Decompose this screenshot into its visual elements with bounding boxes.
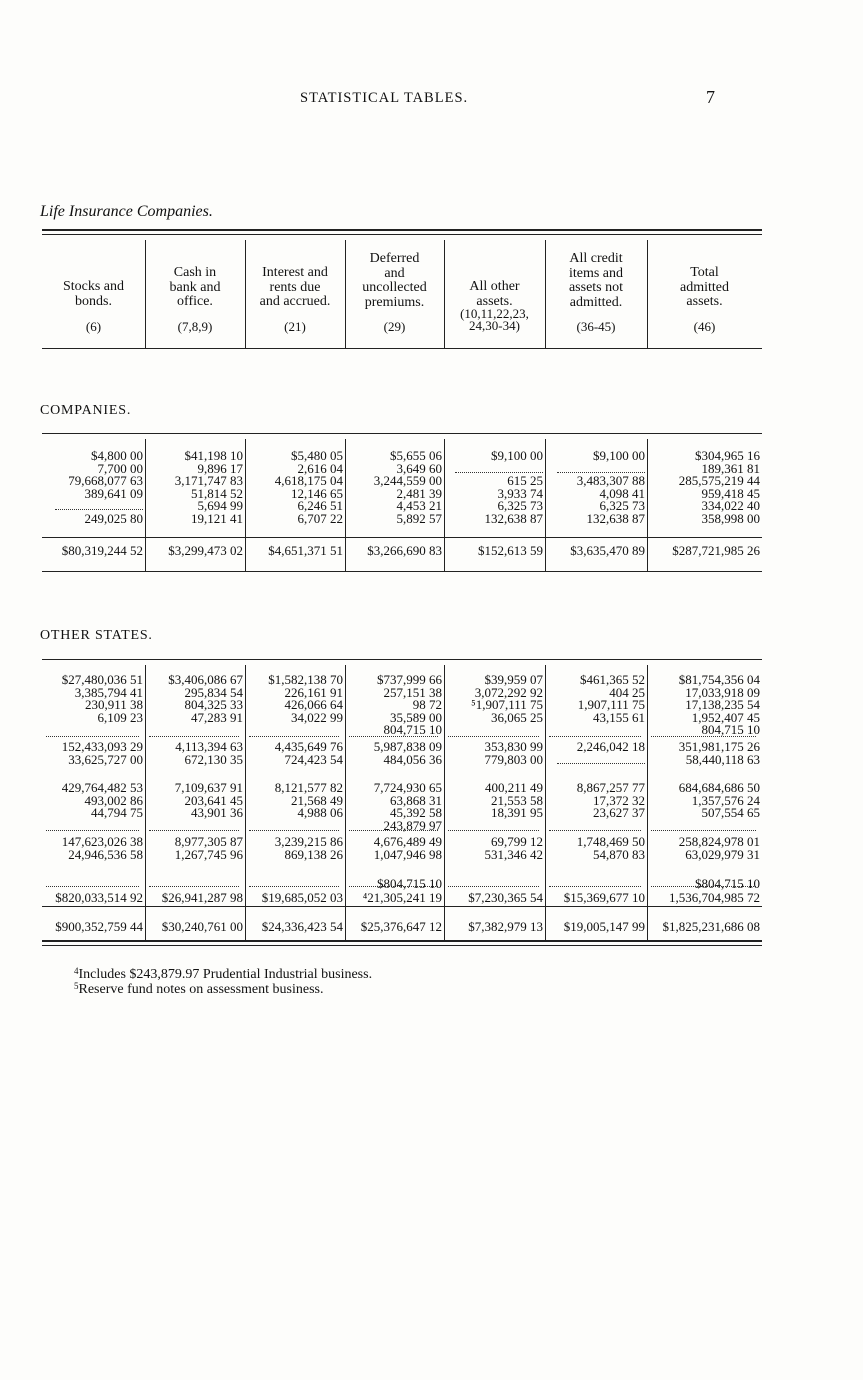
other-states-subtotal: $26,941,287 98	[161, 890, 243, 905]
table-cell: 334,022 40	[701, 498, 760, 514]
leader-dots	[46, 736, 139, 737]
table-cell: $41,198 10	[184, 448, 243, 463]
leader-dots	[349, 830, 438, 831]
table-cell: 17,138,235 54	[685, 697, 760, 713]
column-number: (6)	[85, 319, 102, 334]
other-bottom-rule-thin	[42, 945, 762, 946]
table-cell: 257,151 38	[383, 684, 442, 700]
data-column	[446, 836, 543, 861]
other-column-divider	[245, 665, 246, 940]
table-cell: 21,568 49	[291, 792, 343, 808]
data-column	[446, 741, 543, 766]
data-column	[247, 782, 343, 820]
table-cell: 152,433,093 29	[61, 739, 143, 754]
column-header-3	[245, 244, 345, 348]
table-cell: 1,952,407 45	[691, 709, 760, 725]
header-column-divider	[245, 240, 246, 348]
table-cell: 19,121 41	[191, 510, 243, 526]
companies-top-rule	[42, 433, 762, 434]
table-cell: 249,025 80	[84, 510, 143, 526]
table-cell: 243,879 97	[383, 817, 442, 833]
data-column	[347, 782, 442, 832]
data-column	[347, 450, 442, 526]
leader-dots	[448, 736, 539, 737]
data-column	[446, 450, 543, 526]
table-cell: 3,239,215 86	[274, 834, 343, 849]
table-cell: 45,392 58	[390, 805, 442, 821]
table-cell: 426,066 64	[284, 697, 343, 713]
grand-total: $1,825,231,686 08	[662, 919, 760, 934]
table-cell: 147,623,026 38	[61, 834, 143, 849]
column-label-line: rents due	[269, 279, 321, 295]
table-cell: 493,002 86	[84, 792, 143, 808]
column-label-line: Interest and	[262, 265, 328, 280]
table-cell: 5,892 57	[396, 510, 442, 526]
data-column	[547, 782, 645, 820]
table-cell: 132,638 87	[484, 510, 543, 526]
footnote-4: $^4$Includes $243,879.97 Prudential Industrial business.	[74, 966, 373, 982]
other-column-divider	[444, 665, 445, 940]
table-cell: 869,138 26	[284, 846, 343, 862]
table-cell: 4,676,489 49	[373, 834, 442, 849]
table-cell: 18,391 95	[491, 805, 543, 821]
table-cell: 672,130 35	[184, 751, 243, 767]
column-header-7	[647, 244, 762, 348]
data-column	[147, 674, 243, 724]
table-cell: 4,098 41	[599, 485, 645, 501]
subtotal-extra-deferred: $804,715 10	[377, 876, 442, 891]
data-column	[247, 836, 343, 861]
data-column	[649, 450, 760, 526]
page-number: 7	[706, 87, 715, 107]
table-subtitle: Life Insurance Companies.	[40, 203, 213, 220]
table-cell: 54,870 83	[593, 846, 645, 862]
table-cell: 43,155 61	[593, 709, 645, 725]
table-cell: 4,435,649 76	[274, 739, 343, 754]
table-cell: 43,901 36	[191, 805, 243, 821]
table-cell: 400,211 49	[484, 780, 543, 795]
data-column	[247, 741, 343, 766]
table-cell: $3,406,086 67	[168, 672, 243, 687]
column-label-line: uncollected	[362, 280, 427, 295]
leader-dots	[249, 736, 339, 737]
column-number: (7,8,9)	[177, 319, 213, 334]
column-label-line: Deferred	[369, 251, 420, 266]
grand-total: $7,382,979 13	[468, 919, 543, 934]
column-label-line: Cash in	[173, 265, 217, 280]
table-cell: 17,372 32	[593, 792, 645, 808]
table-cell: 3,385,794 41	[74, 684, 143, 700]
data-column	[247, 450, 343, 526]
data-column	[44, 674, 143, 724]
leader-dots	[549, 736, 641, 737]
table-cell: 4,988 06	[297, 805, 343, 821]
column-label-line: items and	[568, 265, 624, 281]
column-number: (10,11,22,23, 24,30-34)	[460, 306, 529, 333]
other-top-rule	[42, 659, 762, 660]
companies-total: $4,651,371 51	[268, 543, 343, 558]
companies-column-divider	[245, 439, 246, 571]
table-cell: 4,618,175 04	[274, 473, 343, 489]
table-cell: 36,065 25	[491, 709, 543, 725]
table-cell: 4,113,394 63	[175, 739, 243, 754]
table-cell: 7,724,930 65	[373, 780, 442, 795]
grand-total: $24,336,423 54	[261, 919, 343, 934]
table-cell: $737,999 66	[377, 672, 442, 687]
data-column	[347, 836, 442, 861]
table-cell: 6,246 51	[297, 498, 343, 514]
column-label-line: assets.	[476, 293, 513, 309]
companies-column-divider	[145, 439, 146, 571]
leader-dots	[651, 830, 756, 831]
table-cell: 33,625,727 00	[68, 751, 143, 767]
data-column	[44, 782, 143, 820]
column-number: (21)	[284, 319, 306, 334]
table-cell: 804,715 10	[701, 722, 760, 738]
table-cell: 5,987,838 09	[373, 739, 442, 754]
other-column-divider	[345, 665, 346, 940]
grand-total: $900,352,759 44	[55, 919, 143, 934]
companies-total: $80,319,244 52	[61, 543, 143, 558]
companies-column-divider	[647, 439, 648, 571]
column-header-5	[444, 244, 545, 348]
grand-total: $30,240,761 00	[161, 919, 243, 934]
table-cell: 21,553 58	[491, 792, 543, 808]
table-cell: 34,022 99	[291, 709, 343, 725]
table-cell: 6,325 73	[599, 498, 645, 514]
table-cell: 1,907,111 75	[577, 697, 645, 713]
other-states-subtotal: $7,230,365 54	[468, 890, 543, 905]
table-cell: 1,748,469 50	[576, 834, 645, 849]
other-states-subtotal: ⁴21,305,241 19	[362, 890, 442, 905]
table-cell: 35,589 00	[390, 709, 442, 725]
table-cell: ⁵1,907,111 75	[471, 697, 543, 713]
table-cell: 959,418 45	[701, 485, 760, 501]
companies-column-divider	[545, 439, 546, 571]
table-top-rule-thin	[42, 234, 762, 235]
table-cell: 9,896 17	[197, 460, 243, 476]
table-cell: 63,868 31	[390, 792, 442, 808]
table-cell: 615 25	[507, 473, 543, 489]
table-cell: 724,423 54	[284, 751, 343, 767]
table-cell: 4,453 21	[396, 498, 442, 514]
other-column-divider	[145, 665, 146, 940]
leader-dots	[249, 886, 339, 887]
table-cell: 8,977,305 87	[174, 834, 243, 849]
table-cell: $1,582,138 70	[268, 672, 343, 687]
table-cell: 295,834 54	[184, 684, 243, 700]
leader-dots	[249, 830, 339, 831]
data-column	[147, 836, 243, 861]
table-cell: 132,638 87	[586, 510, 645, 526]
companies-total: $3,635,470 89	[570, 543, 645, 558]
column-number: (36-45)	[576, 319, 616, 334]
table-cell: 507,554 65	[701, 805, 760, 821]
page-title: STATISTICAL TABLES.	[300, 90, 469, 106]
table-cell: 7,700 00	[97, 460, 143, 476]
data-column	[347, 674, 442, 737]
companies-column-divider	[345, 439, 346, 571]
table-cell: 429,764,482 53	[61, 780, 143, 795]
header-column-divider	[145, 240, 146, 348]
section-label-companies: COMPANIES.	[40, 403, 132, 418]
data-column	[247, 674, 343, 724]
leader-dots	[557, 464, 645, 473]
leader-dots	[46, 886, 139, 887]
table-cell: 58,440,118 63	[685, 751, 760, 767]
table-cell: $5,655 06	[390, 448, 442, 463]
table-cell: 226,161 91	[284, 684, 343, 700]
subtotal-extra-total: $804,715 10	[695, 876, 760, 891]
table-cell: 6,109 23	[97, 709, 143, 725]
table-cell: 3,483,307 88	[576, 473, 645, 489]
other-grand-rule	[42, 906, 762, 907]
data-column	[547, 741, 645, 766]
leader-dots	[549, 830, 641, 831]
leader-dots	[549, 886, 641, 887]
table-cell: $9,100 00	[491, 448, 543, 463]
table-cell: 2,616 04	[297, 460, 343, 476]
table-cell: 24,946,536 58	[68, 846, 143, 862]
leader-dots	[557, 755, 645, 764]
other-bottom-rule	[42, 940, 762, 942]
companies-total: $287,721,985 26	[672, 543, 760, 558]
table-cell: $27,480,036 51	[61, 672, 143, 687]
column-label-line: Stocks and	[62, 279, 125, 294]
table-cell: 684,684,686 50	[678, 780, 760, 795]
table-cell: 79,668,077 63	[68, 473, 143, 489]
leader-dots	[149, 830, 239, 831]
section-label-other-states: OTHER STATES.	[40, 628, 153, 643]
table-cell: 5,694 99	[197, 498, 243, 514]
table-cell: 3,649 60	[396, 460, 442, 476]
table-cell: 98 72	[412, 697, 442, 713]
column-label-line: premiums.	[364, 294, 425, 310]
table-cell: 3,244,559 00	[373, 473, 442, 489]
leader-dots	[448, 886, 539, 887]
table-cell: 258,824,978 01	[678, 834, 760, 849]
column-label-line: office.	[177, 294, 213, 309]
table-cell: 804,325 33	[184, 697, 243, 713]
column-header-2	[145, 244, 245, 348]
column-number: (29)	[383, 319, 406, 334]
data-column	[347, 741, 442, 766]
table-cell: 285,575,219 44	[678, 473, 760, 489]
other-column-divider	[647, 665, 648, 940]
data-column	[547, 674, 645, 724]
table-cell: 351,981,175 26	[678, 739, 760, 754]
column-label-line: and	[384, 265, 405, 281]
column-label-line: and accrued.	[259, 294, 331, 309]
leader-dots	[149, 736, 239, 737]
table-cell: $81,754,356 04	[678, 672, 760, 687]
header-bottom-rule	[42, 348, 762, 349]
leader-dots	[448, 830, 539, 831]
data-column	[44, 450, 143, 526]
other-states-subtotal: 1,536,704,985 72	[669, 890, 760, 905]
table-cell: 2,246,042 18	[576, 739, 645, 754]
table-cell: 1,267,745 96	[174, 846, 243, 862]
leader-dots	[46, 830, 139, 831]
companies-total: $152,613 59	[478, 543, 543, 558]
data-column	[649, 674, 760, 737]
table-cell: 353,830 99	[484, 739, 543, 754]
companies-total: $3,266,690 83	[367, 543, 442, 558]
table-cell: 189,361 81	[701, 460, 760, 476]
column-header-1	[42, 244, 145, 348]
table-cell: 3,933 74	[497, 485, 543, 501]
table-cell: 6,325 73	[497, 498, 543, 514]
leader-dots	[455, 464, 543, 473]
table-cell: 51,814 52	[191, 485, 243, 501]
table-top-rule	[42, 229, 762, 231]
table-cell: 44,794 75	[91, 805, 143, 821]
header-column-divider	[545, 240, 546, 348]
table-cell: $39,959 07	[484, 672, 543, 687]
table-cell: 1,357,576 24	[691, 792, 760, 808]
table-cell: $9,100 00	[593, 448, 645, 463]
column-label-line: assets not	[568, 280, 624, 295]
other-column-divider	[545, 665, 546, 940]
column-label-line: admitted.	[569, 294, 623, 310]
column-label-line: bank and	[169, 279, 221, 295]
table-cell: 6,707 22	[297, 510, 343, 526]
table-cell: 47,283 91	[191, 709, 243, 725]
leader-dots	[55, 501, 143, 510]
table-cell: 484,056 36	[383, 751, 442, 767]
table-cell: 203,641 45	[184, 792, 243, 808]
table-cell: 2,481 39	[396, 485, 442, 501]
leader-dots	[349, 736, 438, 737]
data-column	[649, 836, 760, 861]
table-cell: $4,800 00	[91, 448, 143, 463]
data-column	[147, 450, 243, 526]
header-column-divider	[444, 240, 445, 348]
other-states-subtotal: $15,369,677 10	[563, 890, 645, 905]
table-cell: 358,998 00	[701, 510, 760, 526]
leader-dots	[149, 886, 239, 887]
grand-total: $25,376,647 12	[360, 919, 442, 934]
data-column	[44, 836, 143, 861]
table-cell: $5,480 05	[291, 448, 343, 463]
table-cell: $461,365 52	[580, 672, 645, 687]
data-column	[147, 741, 243, 766]
companies-total: $3,299,473 02	[168, 543, 243, 558]
column-label-line: admitted	[680, 279, 729, 295]
data-column	[446, 782, 543, 820]
header-column-divider	[345, 240, 346, 348]
column-header-4	[345, 244, 444, 348]
table-cell: 3,072,292 92	[474, 684, 543, 700]
table-cell: 8,121,577 82	[274, 780, 343, 795]
data-column	[547, 450, 645, 526]
data-column	[649, 741, 760, 766]
table-cell: 779,803 00	[484, 751, 543, 767]
data-column	[147, 782, 243, 820]
leader-dots	[651, 736, 756, 737]
column-label-line: All credit	[569, 251, 623, 266]
table-cell: 69,799 12	[491, 834, 543, 849]
column-label-line: All other	[469, 279, 520, 294]
table-cell: 63,029,979 31	[685, 846, 760, 862]
table-cell: 7,109,637 91	[174, 780, 243, 795]
column-label-line: bonds.	[75, 293, 112, 309]
table-cell: 531,346 42	[484, 846, 543, 862]
table-cell: 230,911 38	[84, 697, 143, 713]
column-label-line: Total	[690, 265, 719, 280]
data-column	[547, 836, 645, 861]
other-states-subtotal: $19,685,052 03	[261, 890, 343, 905]
table-cell: 17,033,918 09	[685, 684, 760, 700]
table-cell: 23,627 37	[593, 805, 645, 821]
companies-total-rule	[42, 537, 762, 538]
data-column	[446, 674, 543, 724]
header-column-divider	[647, 240, 648, 348]
table-cell: 8,867,257 77	[576, 780, 645, 795]
table-cell: 389,641 09	[84, 485, 143, 501]
other-states-subtotal: $820,033,514 92	[55, 890, 143, 905]
table-cell: 404 25	[609, 684, 645, 700]
grand-total: $19,005,147 99	[563, 919, 645, 934]
table-cell: 3,171,747 83	[174, 473, 243, 489]
table-cell: $304,965 16	[695, 448, 760, 463]
companies-column-divider	[444, 439, 445, 571]
data-column	[649, 782, 760, 820]
column-label-line: assets.	[686, 294, 723, 309]
table-cell: 804,715 10	[383, 722, 442, 738]
table-cell: 1,047,946 98	[373, 846, 442, 862]
footnote-5: $^5$Reserve fund notes on assessment business.	[74, 981, 324, 997]
table-cell	[547, 754, 645, 767]
column-number: (46)	[693, 319, 716, 334]
data-column	[44, 741, 143, 766]
column-header-6	[545, 244, 647, 348]
table-cell: 12,146 65	[291, 485, 343, 501]
companies-bottom-rule	[42, 571, 762, 572]
